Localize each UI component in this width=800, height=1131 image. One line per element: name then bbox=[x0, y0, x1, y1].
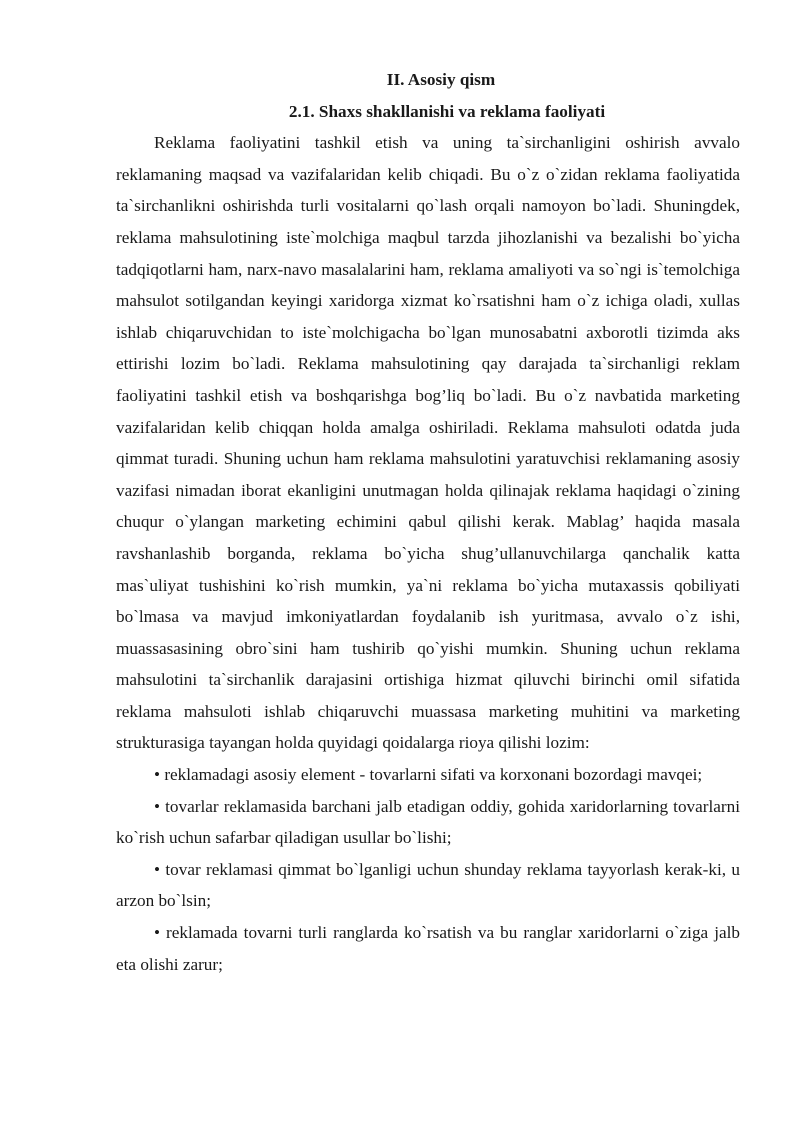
bullet-item: • reklamada tovarni turli ranglarda ko`rsatish va bu ranglar xaridorlarni o`ziga jalb eta olishi zarur; bbox=[116, 923, 740, 974]
bullet-item: • tovarlar reklamasida barchani jalb etadigan oddiy, gohida xaridorlarning tovarlarni ko`rish uchun safarbar qiladigan usullar bo`lishi; bbox=[116, 796, 740, 848]
page-content bbox=[116, 64, 740, 980]
body-paragraph: Reklama faoliyatini tashkil etish va uning ta`sirchanligini oshirish avvalo reklamaning maqsad va vazifalaridan kelib chiqadi. Bu o`z o`zidan reklama faoliyatida ta`sirchanlikni oshirishda turli vositalarni qo`lash orqali namoyon bo`ladi. Shuningdek, reklama mahsulotining iste`molchiga maqbul tarzda jihozlanishi va bezalishi bo`yicha tadqiqotlarni ham, narx-navo masalalarini ham, reklama amaliyoti va so`ngi is`temolchiga mahsulot sotilgandan keyingi xaridorga xizmat ko`rsatishni ham o`z ichiga oladi, xullas ishlab chiqaruvchidan to iste`molchigacha bo`lgan munosabatni axborotli tizimda aks ettirishi lozim bo`ladi. Reklama mahsulotining qay darajada ta`sirchanligi reklam faoliyatini tashkil etish va boshqarishga bog’liq bo`ladi. Bu o`z navbatida marketing vazifalaridan kelib chiqqan holda amalga oshiriladi. Reklama mahsuloti odatda juda qimmat turadi. Shuning uchun ham reklama mahsulotini yaratuvchisi reklamaning asosiy vazifasi nimadan iborat ekanligini unutmagan holda qilinajak reklama haqidagi o`zining chuqur o`ylangan marketing echimini qabul qilishi kerak. Mablag’ haqida masala ravshanlashib borganda, reklama bo`yicha shug’ullanuvchilarga qanchalik katta mas`uliyat tushishini ko`rish mumkin, ya`ni reklama bo`yicha mutaxassis qobiliyati bo`lmasa va mavjud imkoniyatlardan foydalanib ish yuritmasa, avvalo o`z ishi, muassasasining obro`sini ham tushirib qo`yishi mumkin. Shuning uchun reklama mahsulotini ta`sirchanlik darajasini ortishiga hizmat qiluvchi birinchi omil sifatida reklama mahsuloti ishlab chiqaruvchi muassasa marketing muhitini va marketing strukturasiga tayangan holda quyidagi qoidalarga rioya qilishi lozim: bbox=[116, 133, 740, 753]
section-heading: II. Asosiy qism bbox=[386, 70, 496, 89]
bullet-item: • reklamadagi asosiy element - tovarlarni sifati va korxonani bozordagi mavqei; bbox=[154, 765, 703, 785]
bullet-item: • tovar reklamasi qimmat bo`lganligi uchun shunday reklama tayyorlash kerak-ki, u arzon bo`lsin; bbox=[116, 859, 740, 911]
subsection-heading: 2.1. Shaxs shakllanishi va reklama faoliyati bbox=[288, 101, 606, 121]
